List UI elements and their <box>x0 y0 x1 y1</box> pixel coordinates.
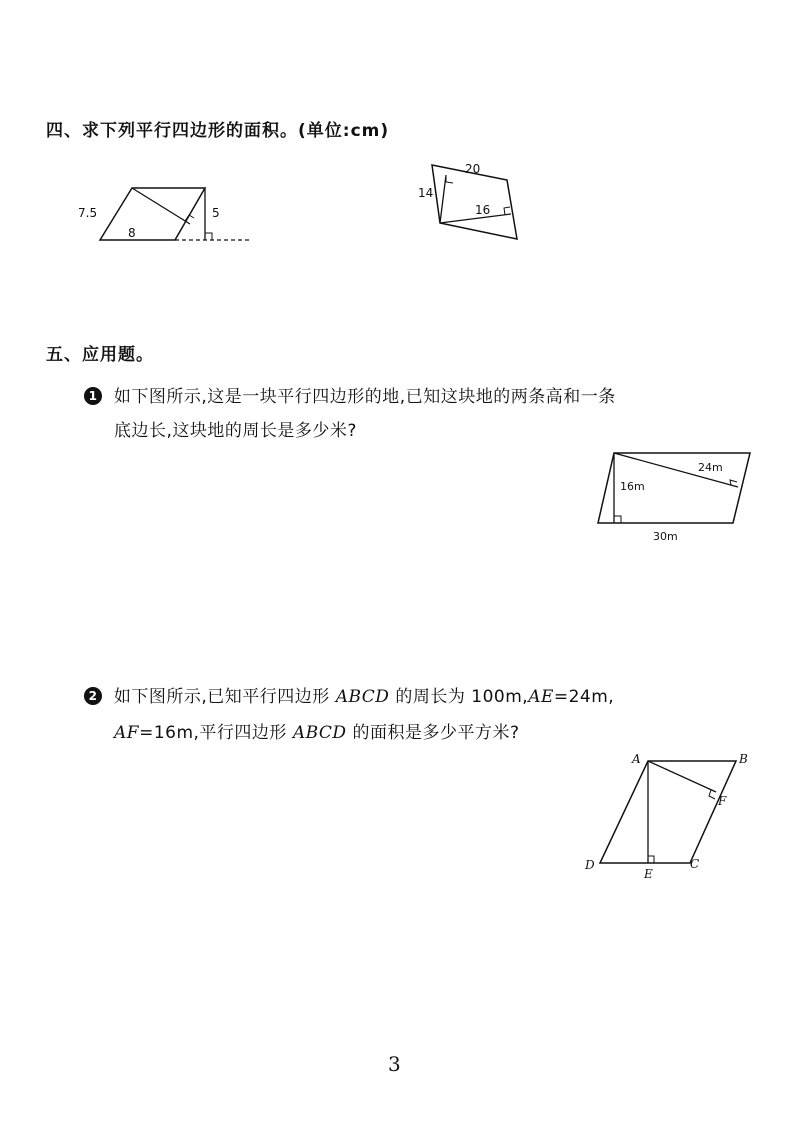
question-1-text-1: 如下图所示,这是一块平行四边形的地,已知这块地的两条高和一条 <box>113 387 616 407</box>
abcd-parallelogram-outline <box>600 761 736 863</box>
question-2-text: =24m, <box>553 687 615 707</box>
question-1-line-1 <box>84 380 764 414</box>
q1-height-24m-label: 24m <box>698 461 723 474</box>
question-2-text: 的面积是多少平方米? <box>346 723 520 743</box>
fig2-side-label: 14 <box>418 186 434 200</box>
vertex-c-label: C <box>690 857 700 871</box>
question-1-figure <box>590 445 765 550</box>
vertex-a-label: A <box>632 752 641 766</box>
question-1-text-2: 底边长,这块地的周长是多少米? <box>114 421 357 441</box>
question-2-line-2 <box>114 716 774 750</box>
question-2-number-badge: 2 <box>84 687 102 705</box>
question-2-text: 如下图所示,已知平行四边形 <box>113 687 336 707</box>
right-angle-mark <box>648 856 654 863</box>
question-2-figure <box>578 748 758 883</box>
right-angle-mark <box>614 516 621 523</box>
question-2-text: 的周长为 100m, <box>389 687 529 707</box>
segment-af <box>648 761 716 792</box>
fig1-side-label: 7.5 <box>78 206 98 220</box>
parallelogram-figure-2 <box>410 155 540 250</box>
right-angle-mark <box>446 175 453 183</box>
parallelogram-2-outline <box>432 165 517 239</box>
section-4-title: 四、求下列平行四边形的面积。(单位:cm) <box>46 121 390 141</box>
vertex-d-label: D <box>585 858 595 872</box>
math-af: AF <box>114 723 140 743</box>
q1-height-16m-label: 16m <box>620 480 645 493</box>
parallelogram-1-height-line <box>132 188 190 224</box>
point-e-label: E <box>644 867 653 881</box>
vertex-b-label: B <box>739 752 748 766</box>
page-number: 3 <box>388 1052 401 1076</box>
question-2-line-1 <box>84 680 774 714</box>
q1-base-label: 30m <box>653 530 678 543</box>
question-2-text: =16m,平行四边形 <box>139 723 293 743</box>
right-angle-mark <box>205 233 212 240</box>
math-ae: AE <box>528 687 554 707</box>
point-f-label: F <box>718 794 727 808</box>
question-1-number-badge: 1 <box>84 387 102 405</box>
math-abcd: ABCD <box>292 723 347 743</box>
fig1-base-label: 8 <box>128 226 136 240</box>
parallelogram-figure-1 <box>70 180 260 250</box>
math-abcd: ABCD <box>335 687 390 707</box>
fig2-height-label: 16 <box>475 203 491 217</box>
parallelogram-1-outline <box>100 188 205 240</box>
fig1-height-label: 5 <box>212 206 220 220</box>
section-5-title: 五、应用题。 <box>46 345 154 365</box>
fig2-top-label: 20 <box>465 162 481 176</box>
right-angle-mark <box>730 480 737 485</box>
parallelogram-2-height-to-top <box>440 175 446 223</box>
